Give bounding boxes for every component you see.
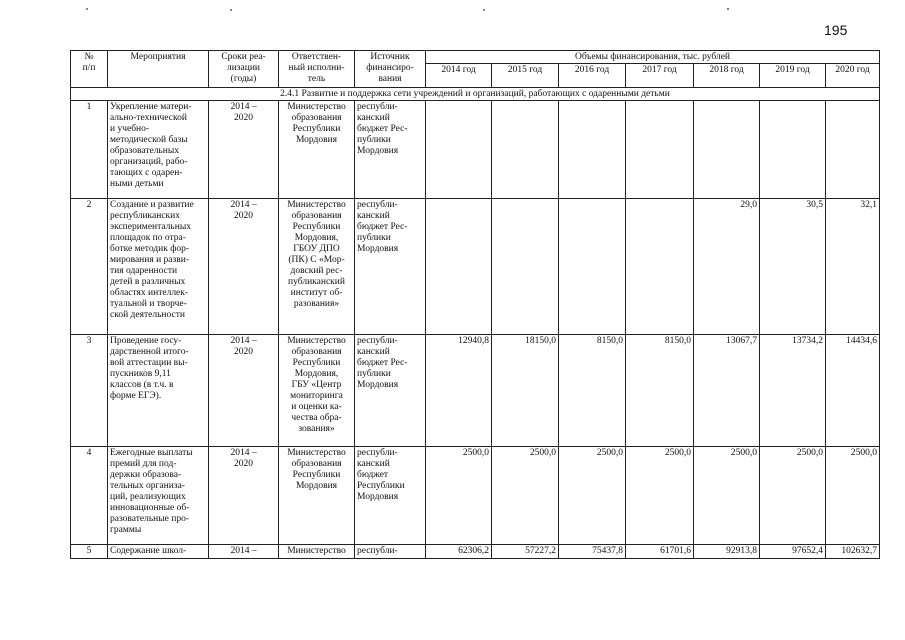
row-responsible: Министерство образования Республики Мордовия, ГБУ «Центр мониторинга и оценки ка- чества обра- зования» — [279, 335, 355, 447]
row-value — [492, 101, 559, 199]
header-year: 2015 год — [492, 64, 559, 88]
header-num: № п/п — [71, 51, 108, 88]
section-title: 2.4.1 Развитие и поддержка сети учреждений и организаций, работающих с одаренными детьми — [71, 88, 880, 101]
row-terms: 2014 – 2020 — [209, 101, 279, 199]
financing-table — [70, 50, 880, 559]
header-volumes: Объемы финансирования, тыс. рублей — [426, 51, 880, 64]
row-responsible: Министерство образования Республики Мордовия — [279, 101, 355, 199]
row-responsible: Министерство образования Республики Мордовия — [279, 447, 355, 545]
row-num: 3 — [71, 335, 108, 447]
row-value: 57227,2 — [492, 545, 559, 559]
row-value: 97652,4 — [760, 545, 826, 559]
row-value — [626, 199, 694, 335]
row-value: 92913,8 — [694, 545, 760, 559]
row-value: 2500,0 — [694, 447, 760, 545]
row-value: 2500,0 — [559, 447, 626, 545]
row-num: 4 — [71, 447, 108, 545]
row-event: Укрепление матери- ально-технической и учебно- методической базы образовательных организаций, рабо- тающих с одарен- ными детьми — [108, 101, 209, 199]
row-num: 5 — [71, 545, 108, 559]
row-value: 75437,8 — [559, 545, 626, 559]
row-responsible: Министерство образования Республики Мордовия, ГБОУ ДПО (ПК) С «Мор- довский рес- публиканский институт об- разования» — [279, 199, 355, 335]
row-value: 30,5 — [760, 199, 826, 335]
table-row — [71, 447, 880, 545]
table-row — [71, 101, 880, 199]
scan-speck — [230, 9, 232, 11]
row-value — [426, 101, 492, 199]
row-value: 2500,0 — [826, 447, 880, 545]
row-value: 62306,2 — [426, 545, 492, 559]
header-responsible: Ответствен- ный исполни- тель — [279, 51, 355, 88]
row-source: республи- канский бюджет Республики Мордовия — [355, 447, 426, 545]
row-value: 8150,0 — [559, 335, 626, 447]
header-terms: Сроки реа- лизации (годы) — [209, 51, 279, 88]
row-value — [826, 101, 880, 199]
row-responsible: Министерство — [279, 545, 355, 559]
row-value — [694, 101, 760, 199]
header-year: 2016 год — [559, 64, 626, 88]
table-row — [71, 545, 880, 559]
header-event: Мероприятия — [108, 51, 209, 88]
row-value: 13734,2 — [760, 335, 826, 447]
row-value: 2500,0 — [760, 447, 826, 545]
table-row — [71, 335, 880, 447]
row-value — [492, 199, 559, 335]
section-row — [71, 88, 880, 101]
row-event: Содержание школ- — [108, 545, 209, 559]
row-num: 1 — [71, 101, 108, 199]
header-year: 2018 год — [694, 64, 760, 88]
row-terms: 2014 – 2020 — [209, 199, 279, 335]
row-terms: 2014 – 2020 — [209, 447, 279, 545]
row-value — [626, 101, 694, 199]
row-source: республи- — [355, 545, 426, 559]
row-value — [559, 101, 626, 199]
row-num: 2 — [71, 199, 108, 335]
table-row — [71, 199, 880, 335]
row-source: республи- канский бюджет Рес- публики Мордовия — [355, 101, 426, 199]
page-number: 195 — [824, 22, 848, 38]
row-value: 102632,7 — [826, 545, 880, 559]
row-value: 2500,0 — [492, 447, 559, 545]
row-event: Проведение госу- дарственной итого- вой аттестации вы- пускников 9,11 классов (в т.ч. в форме ЕГЭ). — [108, 335, 209, 447]
scan-speck — [86, 8, 88, 10]
row-value: 2500,0 — [626, 447, 694, 545]
row-value — [559, 199, 626, 335]
row-value: 14434,6 — [826, 335, 880, 447]
row-value: 8150,0 — [626, 335, 694, 447]
header-year: 2017 год — [626, 64, 694, 88]
row-value: 18150,0 — [492, 335, 559, 447]
row-event: Создание и развитие республиканских экспериментальных площадок по отра- ботке методик фор- мирования и разви- тия одаренности детей в различных областях интеллек- туальной и творче- ской деятельности — [108, 199, 209, 335]
header-year: 2020 год — [826, 64, 880, 88]
row-value: 29,0 — [694, 199, 760, 335]
table-body — [71, 51, 880, 559]
header-source: Источник финансиро- вания — [355, 51, 426, 88]
scan-speck — [483, 9, 485, 11]
row-value — [760, 101, 826, 199]
row-value: 32,1 — [826, 199, 880, 335]
row-event: Ежегодные выплаты премий для под- держки образова- тельных организа- ций, реализующих инновационные об- разовательные про- граммы — [108, 447, 209, 545]
row-value: 12940,8 — [426, 335, 492, 447]
scan-speck — [727, 8, 729, 10]
row-terms: 2014 – — [209, 545, 279, 559]
row-terms: 2014 – 2020 — [209, 335, 279, 447]
row-value: 61701,6 — [626, 545, 694, 559]
row-value: 2500,0 — [426, 447, 492, 545]
header-year: 2014 год — [426, 64, 492, 88]
row-source: республи- канский бюджет Рес- публики Мордовия — [355, 199, 426, 335]
header-row — [71, 51, 880, 64]
row-value — [426, 199, 492, 335]
row-source: республи- канский бюджет Рес- публики Мордовия — [355, 335, 426, 447]
row-value: 13067,7 — [694, 335, 760, 447]
header-year: 2019 год — [760, 64, 826, 88]
